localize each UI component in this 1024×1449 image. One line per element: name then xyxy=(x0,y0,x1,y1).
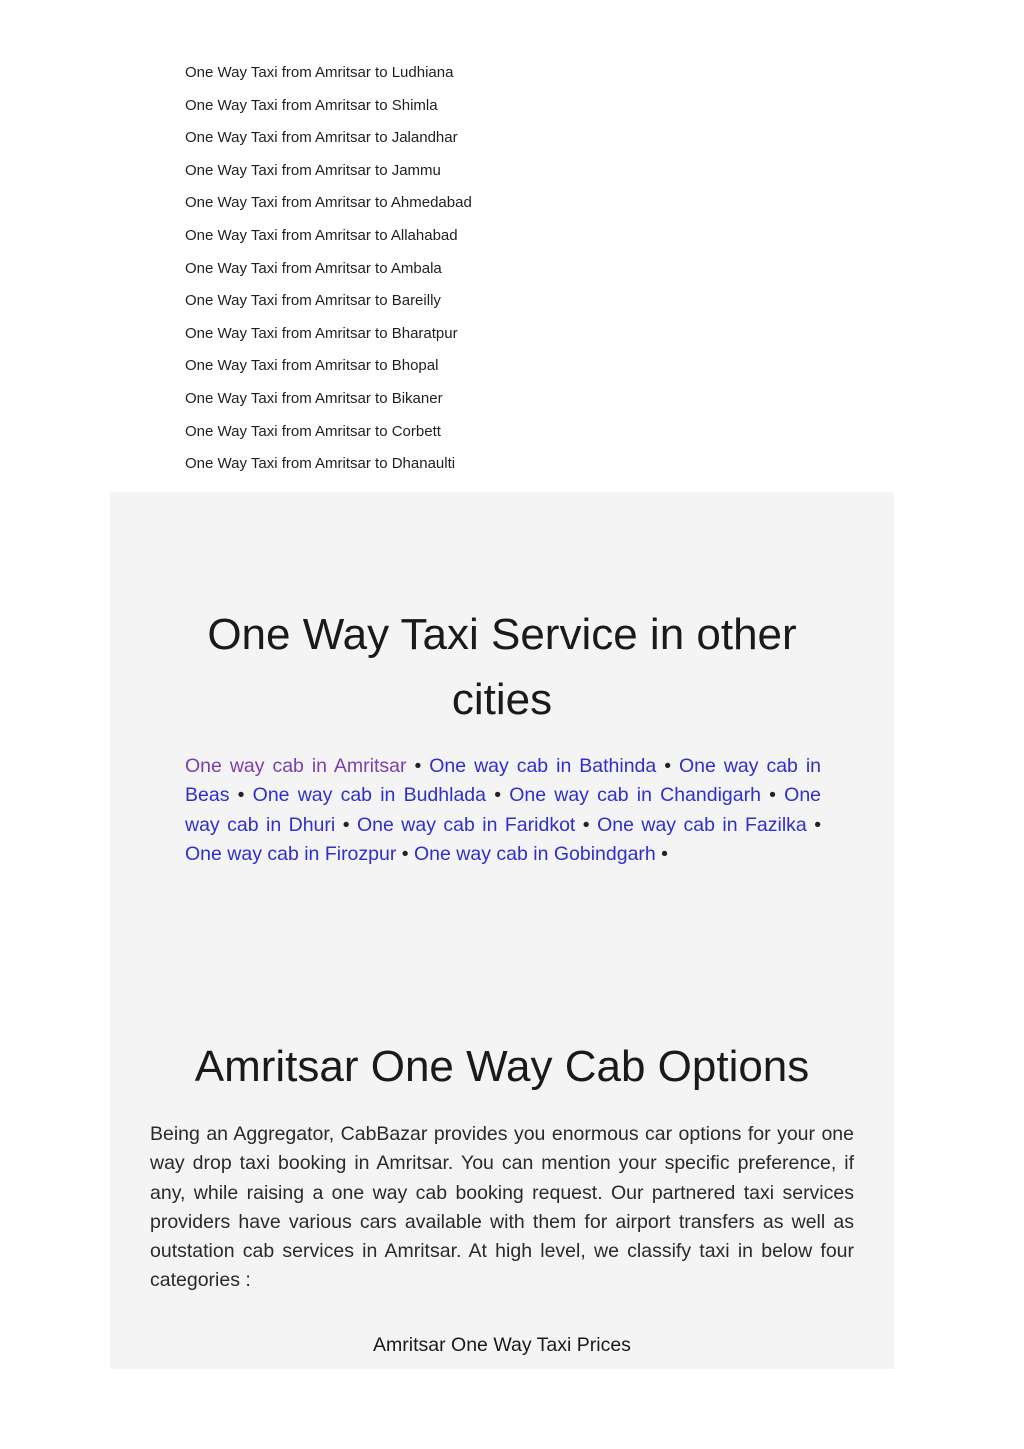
city-link-firozpur[interactable]: One way cab in Firozpur xyxy=(185,842,397,865)
route-link[interactable]: One Way Taxi from Amritsar to Ambala xyxy=(185,259,442,277)
route-link[interactable]: One Way Taxi from Amritsar to Ahmedabad xyxy=(185,194,472,212)
route-link[interactable]: One Way Taxi from Amritsar to Ludhiana xyxy=(185,64,454,81)
cab-options-heading: Amritsar One Way Cab Options xyxy=(194,1042,810,1091)
link-separator: • xyxy=(582,813,598,836)
link-separator: • xyxy=(664,755,679,777)
other-cities-heading-line1: One Way Taxi Service in other xyxy=(207,610,797,659)
city-link-budhlada[interactable]: One way cab in Budhlada xyxy=(252,784,486,807)
route-list xyxy=(185,62,685,486)
route-link[interactable]: One Way Taxi from Amritsar to Dhanaulti xyxy=(185,455,456,473)
other-cities-heading xyxy=(110,602,894,732)
link-separator: • xyxy=(401,842,415,865)
route-link[interactable]: One Way Taxi from Amritsar to Jalandhar xyxy=(185,129,458,147)
route-link[interactable]: One Way Taxi from Amritsar to Bhopal xyxy=(185,357,439,375)
city-link-faridkot[interactable]: One way cab in Faridkot xyxy=(356,813,576,836)
city-link-fazilka[interactable]: One way cab in Fazilka xyxy=(597,813,807,836)
link-separator: • xyxy=(342,813,357,836)
link-separator: • xyxy=(769,784,785,807)
city-link-chandigarh[interactable]: One way cab in Chandigarh xyxy=(509,784,761,807)
route-link[interactable]: One Way Taxi from Amritsar to Bikaner xyxy=(185,389,443,407)
link-separator: • xyxy=(414,755,430,777)
prices-table-caption: Amritsar One Way Taxi Prices xyxy=(373,1334,631,1356)
city-link-beas[interactable]: One way cab in Beas xyxy=(185,755,822,807)
city-link-amritsar[interactable]: One way cab in Amritsar xyxy=(185,755,407,777)
city-links xyxy=(185,752,821,869)
route-link[interactable]: One Way Taxi from Amritsar to Shimla xyxy=(185,96,438,114)
link-separator: • xyxy=(814,813,822,836)
route-link[interactable]: One Way Taxi from Amritsar to Allahabad xyxy=(185,226,458,244)
route-link[interactable]: One Way Taxi from Amritsar to Bareilly xyxy=(185,292,441,310)
route-link[interactable]: One Way Taxi from Amritsar to Corbett xyxy=(185,422,441,440)
city-link-gobindgarh[interactable]: One way cab in Gobindgarh xyxy=(414,842,656,865)
city-link-dhuri[interactable]: One way cab in Dhuri xyxy=(185,784,822,836)
cab-options-description: Being an Aggregator, CabBazar provides you enormous car options for your one way drop taxi booking in Amritsar. You can mention your specific preference, if any, while raising a one way cab booking request. Our partnered taxi services providers have various cars available with them for airport transfers as well as outstation cab services in Amritsar. At high level, we classify taxi in below four categories : xyxy=(150,1123,854,1292)
link-separator: • xyxy=(237,784,253,807)
link-separator: • xyxy=(661,842,668,865)
route-link[interactable]: One Way Taxi from Amritsar to Jammu xyxy=(185,161,441,179)
city-link-bathinda[interactable]: One way cab in Bathinda xyxy=(429,755,657,777)
route-link[interactable]: One Way Taxi from Amritsar to Bharatpur xyxy=(185,324,458,342)
link-separator: • xyxy=(494,784,510,807)
other-cities-heading-line2: cities xyxy=(451,675,553,724)
